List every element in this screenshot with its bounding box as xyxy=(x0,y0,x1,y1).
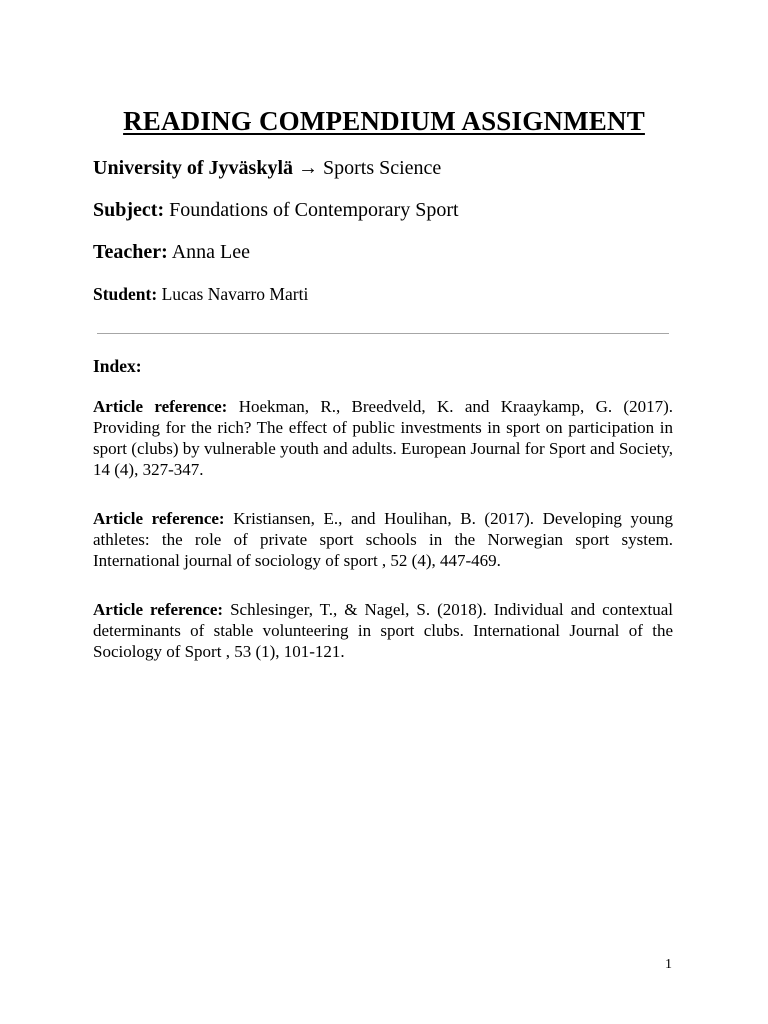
index-heading: Index: xyxy=(93,356,142,376)
student-value: Lucas Navarro Marti xyxy=(161,284,309,304)
teacher-line xyxy=(93,241,250,264)
reference-text: Kristiansen, E., and Houlihan, B. (2017). Developing young athletes: the role of private sport schools in the Norwegian sport system. International journal of sociology of sport , 52 (4), 447-469. xyxy=(93,509,674,570)
subject-label: Subject: xyxy=(93,199,165,221)
subject-value: Foundations of Contemporary Sport xyxy=(169,199,459,221)
teacher-label: Teacher: xyxy=(93,241,168,263)
subject-line xyxy=(93,199,459,222)
reference-label: Article reference: xyxy=(93,509,225,528)
arrow-icon: → xyxy=(298,157,318,179)
university-line xyxy=(93,157,441,180)
horizontal-divider xyxy=(97,333,669,334)
reference-label: Article reference: xyxy=(93,600,224,619)
page-number: 1 xyxy=(665,957,672,972)
department-name: Sports Science xyxy=(323,157,442,179)
article-reference xyxy=(93,508,673,571)
reference-text: Schlesinger, T., & Nagel, S. (2018). Individual and contextual determinants of stable volunteering in sport clubs. International Journal of the Sociology of Sport , 53 (1), 101-121. xyxy=(93,600,673,661)
document-title: READING COMPENDIUM ASSIGNMENT xyxy=(123,106,645,136)
teacher-value: Anna Lee xyxy=(171,241,250,263)
article-reference xyxy=(93,396,673,480)
reference-text: Hoekman, R., Breedveld, K. and Kraaykamp, G. (2017). Providing for the rich? The effect of public investments in sport on participation in sport (clubs) by vulnerable youth and adults. European Journal for Sport and Society, 14 (4), 327-347. xyxy=(93,397,674,479)
university-name: University of Jyväskylä xyxy=(93,157,293,179)
student-line xyxy=(93,284,308,305)
article-reference xyxy=(93,599,673,662)
reference-label: Article reference: xyxy=(93,397,228,416)
student-label: Student: xyxy=(93,284,158,304)
